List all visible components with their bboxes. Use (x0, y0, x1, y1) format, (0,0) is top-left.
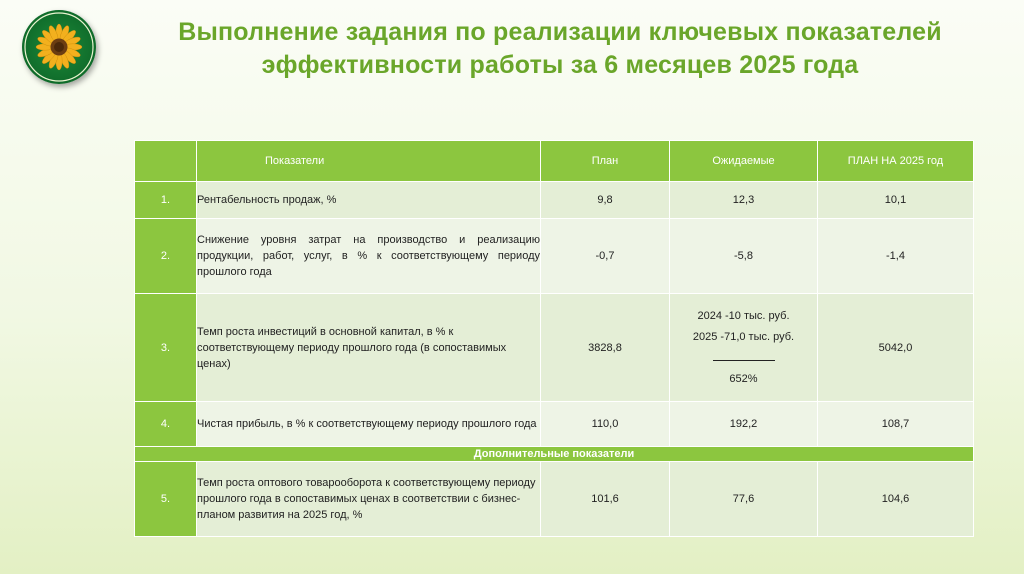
table-row (135, 402, 974, 447)
section-header-row (135, 447, 974, 462)
table-row (135, 462, 974, 537)
header-expected: Ожидаемые (670, 141, 818, 182)
row-year-plan: 104,6 (818, 462, 974, 537)
row-year-plan: -1,4 (818, 219, 974, 294)
row-number: 4. (135, 402, 197, 447)
sunflower-icon (22, 10, 96, 84)
row-expected: 77,6 (670, 462, 818, 537)
table-row (135, 182, 974, 219)
row-year-plan: 5042,0 (818, 294, 974, 402)
row-indicator: Темп роста оптового товарооборота к соответствующему периоду прошлого года в сопоставимых ценах в соответствии с бизнес-планом развития на 2025 год, % (197, 462, 541, 537)
header-number (135, 141, 197, 182)
header-year-plan: ПЛАН НА 2025 год (818, 141, 974, 182)
row-indicator: Темп роста инвестиций в основной капитал, в % к соответствующему периоду прошлого года (в сопоставимых ценах) (197, 294, 541, 402)
row-plan: 110,0 (541, 402, 670, 447)
table-row (135, 219, 974, 294)
row-plan: -0,7 (541, 219, 670, 294)
header-plan: План (541, 141, 670, 182)
row-number: 1. (135, 182, 197, 219)
row-year-plan: 10,1 (818, 182, 974, 219)
table-row (135, 294, 974, 402)
header-indicators: Показатели (197, 141, 541, 182)
row-plan: 101,6 (541, 462, 670, 537)
row-plan: 3828,8 (541, 294, 670, 402)
fraction-rule (670, 348, 817, 369)
expected-line-2024: 2024 -10 тыс. руб. (697, 309, 790, 322)
section-label: Дополнительные показатели (135, 447, 974, 462)
kpi-table (134, 140, 974, 537)
row-expected (670, 294, 818, 402)
row-year-plan: 108,7 (818, 402, 974, 447)
row-number: 3. (135, 294, 197, 402)
company-logo (22, 10, 96, 84)
row-expected: 12,3 (670, 182, 818, 219)
table-header-row (135, 141, 974, 182)
row-expected: 192,2 (670, 402, 818, 447)
expected-line-ratio: 652% (729, 372, 758, 385)
row-number: 5. (135, 462, 197, 537)
row-expected: -5,8 (670, 219, 818, 294)
row-indicator: Рентабельность продаж, % (197, 182, 541, 219)
row-indicator: Чистая прибыль, в % к соответствующему периоду прошлого года (197, 402, 541, 447)
row-indicator: Снижение уровня затрат на производство и реализацию продукции, работ, услуг, в % к соответствующему периоду прошлого года (197, 219, 541, 294)
expected-line-2025: 2025 -71,0 тыс. руб. (692, 330, 795, 343)
page-title: Выполнение задания по реализации ключевых показателей эффективности работы за 6 месяцев 2025 года (178, 18, 942, 79)
row-number: 2. (135, 219, 197, 294)
row-plan: 9,8 (541, 182, 670, 219)
